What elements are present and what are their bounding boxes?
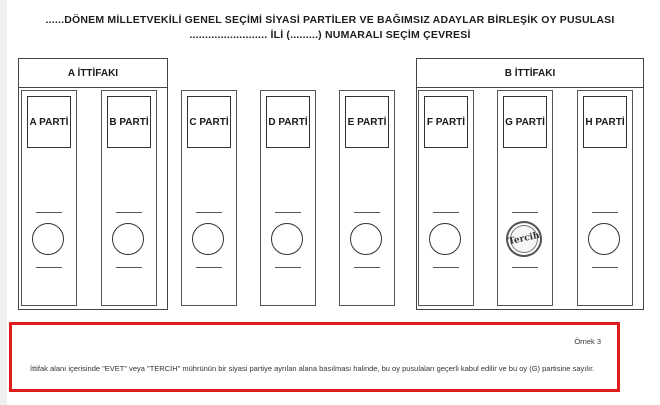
party-column-h — [577, 90, 633, 306]
party-column-f — [418, 90, 474, 306]
party-name-box: G PARTİ — [503, 96, 547, 148]
party-name-box: F PARTİ — [424, 96, 468, 148]
party-column-g — [497, 90, 553, 306]
vote-circle-f[interactable] — [429, 223, 461, 255]
divider-line — [36, 267, 62, 268]
divider-line — [275, 212, 301, 213]
vote-circle-b[interactable] — [112, 223, 144, 255]
example-label: Örnek 3 — [574, 337, 601, 346]
divider-line — [512, 267, 538, 268]
vote-circle-h[interactable] — [588, 223, 620, 255]
divider-line — [196, 212, 222, 213]
divider-line — [512, 212, 538, 213]
vote-circle-c[interactable] — [192, 223, 224, 255]
party-column-b — [101, 90, 157, 306]
alliance-a-label: A İTTİFAKI — [19, 59, 167, 88]
page-edge — [0, 0, 7, 405]
tercih-stamp-icon[interactable]: Tercih — [503, 218, 546, 261]
explanation-box — [9, 322, 620, 392]
party-name-box: H PARTİ — [583, 96, 627, 148]
divider-line — [275, 267, 301, 268]
vote-circle-e[interactable] — [350, 223, 382, 255]
party-name-box: D PARTİ — [266, 96, 310, 148]
divider-line — [116, 212, 142, 213]
divider-line — [592, 267, 618, 268]
vote-circle-a[interactable] — [32, 223, 64, 255]
vote-circle-d[interactable] — [271, 223, 303, 255]
explanation-text: İttifak alanı içerisinde "EVET" veya "TERCİH" mührünün bir siyasi partiye ayrılan alana basılması halinde, bu oy pusulaları geçerli kabul edilir ve bu oy (G) partisine sayılır. — [30, 364, 595, 373]
divider-line — [36, 212, 62, 213]
party-column-c — [181, 90, 237, 306]
party-column-a — [21, 90, 77, 306]
divider-line — [592, 212, 618, 213]
party-name-box: B PARTİ — [107, 96, 151, 148]
party-name-box: C PARTİ — [187, 96, 231, 148]
divider-line — [354, 267, 380, 268]
party-column-e — [339, 90, 395, 306]
divider-line — [196, 267, 222, 268]
party-name-box: E PARTİ — [345, 96, 389, 148]
party-name-box: A PARTİ — [27, 96, 71, 148]
ballot-subtitle: ......................... İLİ (.........) NUMARALI SEÇİM ÇEVRESİ — [189, 29, 471, 41]
divider-line — [433, 212, 459, 213]
ballot-title: ......DÖNEM MİLLETVEKİLİ GENEL SEÇİMİ SİYASİ PARTİLER VE BAĞIMSIZ ADAYLAR BİRLEŞİK OY PUSULASI — [45, 14, 615, 26]
divider-line — [433, 267, 459, 268]
divider-line — [354, 212, 380, 213]
alliance-b-label: B İTTİFAKI — [417, 59, 643, 88]
divider-line — [116, 267, 142, 268]
party-column-d — [260, 90, 316, 306]
